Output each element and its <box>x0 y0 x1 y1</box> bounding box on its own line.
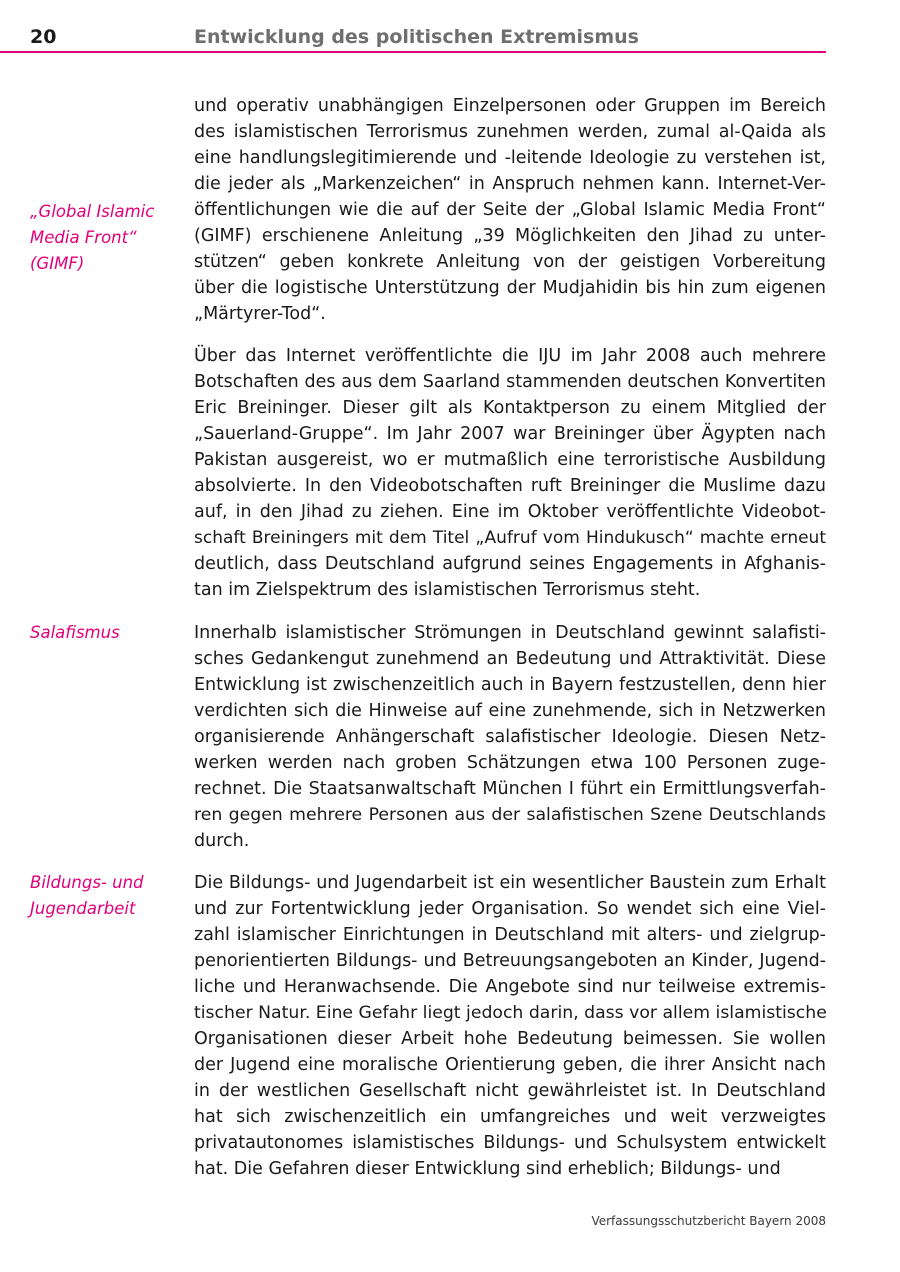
text-line: privatautonomes islamistisches Bildungs- und Schulsystem entwickelt <box>194 1133 826 1153</box>
text-line: ren gegen mehrere Personen aus der salafistischen Szene Deutschlands <box>194 805 826 825</box>
text-line: über die logistische Unterstützung der Mudjahidin bis hin zum eigenen <box>194 278 826 298</box>
footer-source: Verfassungsschutzbericht Bayern 2008 <box>591 1214 826 1228</box>
text-line: tan im Zielspektrum des islamistischen Terrorismus steht. <box>194 580 701 600</box>
text-line: Entwicklung ist zwischenzeitlich auch in Bayern festzustellen, denn hier <box>194 675 826 695</box>
margin-note-bildung: Bildungs- und Jugendarbeit <box>30 873 144 918</box>
text-line: Botschaften des aus dem Saarland stammenden deutschen Konvertiten <box>194 372 826 392</box>
text-line: „Sauerland-Gruppe“. Im Jahr 2007 war Breininger über Ägypten nach <box>194 424 826 444</box>
text-line: Innerhalb islamistischer Strömungen in Deutschland gewinnt salafisti- <box>194 623 826 643</box>
text-line: öffentlichungen wie die auf der Seite der „Global Islamic Media Front“ <box>194 200 826 220</box>
text-line: organisierende Anhängerschaft salafistischer Ideologie. Diesen Netz- <box>194 727 826 747</box>
margin-note-gimf: „Global Islamic Media Front“ (GIMF) <box>30 202 155 273</box>
text-line: sches Gedankengut zunehmend an Bedeutung und Attraktivität. Diese <box>194 649 826 669</box>
running-header-title: Entwicklung des politischen Extremismus <box>194 26 639 48</box>
text-line: penorientierten Bildungs- und Betreuungsangeboten an Kinder, Jugend- <box>194 951 826 971</box>
text-line: zahl islamischer Einrichtungen in Deutschland mit alters- und zielgrup- <box>194 925 826 945</box>
text-line: in der westlichen Gesellschaft nicht gewährleistet ist. In Deutschland <box>194 1081 826 1101</box>
paragraph-salafismus <box>194 620 826 854</box>
margin-note-salafismus: Salafismus <box>30 623 120 642</box>
text-line: tischer Natur. Eine Gefahr liegt jedoch darin, dass vor allem islamistische <box>194 1003 827 1023</box>
text-line: der Jugend eine moralische Orientierung geben, die ihrer Ansicht nach <box>194 1055 826 1075</box>
text-line: deutlich, dass Deutschland aufgrund seines Engagements in Afghanis- <box>194 554 826 574</box>
paragraph-breininger <box>194 343 826 603</box>
text-line: Organisationen dieser Arbeit hohe Bedeutung beimessen. Sie wollen <box>194 1029 826 1049</box>
paragraph-bildungsarbeit <box>194 870 826 1182</box>
text-line: verdichten sich die Hinweise auf eine zunehmende, sich in Netzwerken <box>194 701 826 721</box>
text-line: Pakistan ausgereist, wo er mutmaßlich eine terroristische Ausbildung <box>194 450 826 470</box>
text-line: des islamistischen Terrorismus zunehmen werden, zumal al-Qaida als <box>194 122 826 142</box>
text-line: die jeder als „Markenzeichen“ in Anspruch nehmen kann. Internet-Ver- <box>194 174 826 194</box>
header-rule <box>0 51 826 53</box>
text-line: schaft Breiningers mit dem Titel „Aufruf vom Hindukusch“ machte erneut <box>194 528 826 548</box>
text-line: Eric Breininger. Dieser gilt als Kontaktperson zu einem Mitglied der <box>194 398 826 418</box>
page-number: 20 <box>30 26 57 48</box>
text-line: hat sich zwischenzeitlich ein umfangreiches und weit verzweigtes <box>194 1107 826 1127</box>
text-line: hat. Die Gefahren dieser Entwicklung sind erheblich; Bildungs- und <box>194 1159 781 1179</box>
text-line: (GIMF) erschienene Anleitung „39 Möglichkeiten den Jihad zu unter- <box>194 226 826 246</box>
text-line: durch. <box>194 831 250 851</box>
text-line: werken werden nach groben Schätzungen etwa 100 Personen zuge- <box>194 753 826 773</box>
paragraph-al-qaida-gimf <box>194 93 826 327</box>
text-line: rechnet. Die Staatsanwaltschaft München I führt ein Ermittlungsverfah- <box>194 779 826 799</box>
text-line: eine handlungslegitimierende und -leitende Ideologie zu verstehen ist, <box>194 148 826 168</box>
text-line: Die Bildungs- und Jugendarbeit ist ein wesentlicher Baustein zum Erhalt <box>194 873 826 893</box>
text-line: liche und Heranwachsende. Die Angebote sind nur teilweise extremis- <box>194 977 826 997</box>
text-line: „Märtyrer-Tod“. <box>194 304 326 324</box>
text-line: Über das Internet veröffentlichte die IJU im Jahr 2008 auch mehrere <box>194 346 826 366</box>
text-line: und operativ unabhängigen Einzelpersonen oder Gruppen im Bereich <box>194 96 826 116</box>
text-line: auf, in den Jihad zu ziehen. Eine im Oktober veröffentlichte Videobot- <box>194 502 826 522</box>
text-line: und zur Fortentwicklung jeder Organisation. So wendet sich eine Viel- <box>194 899 826 919</box>
text-line: absolvierte. In den Videobotschaften ruft Breininger die Muslime dazu <box>194 476 826 496</box>
text-line: stützen“ geben konkrete Anleitung von der geistigen Vorbereitung <box>194 252 826 272</box>
